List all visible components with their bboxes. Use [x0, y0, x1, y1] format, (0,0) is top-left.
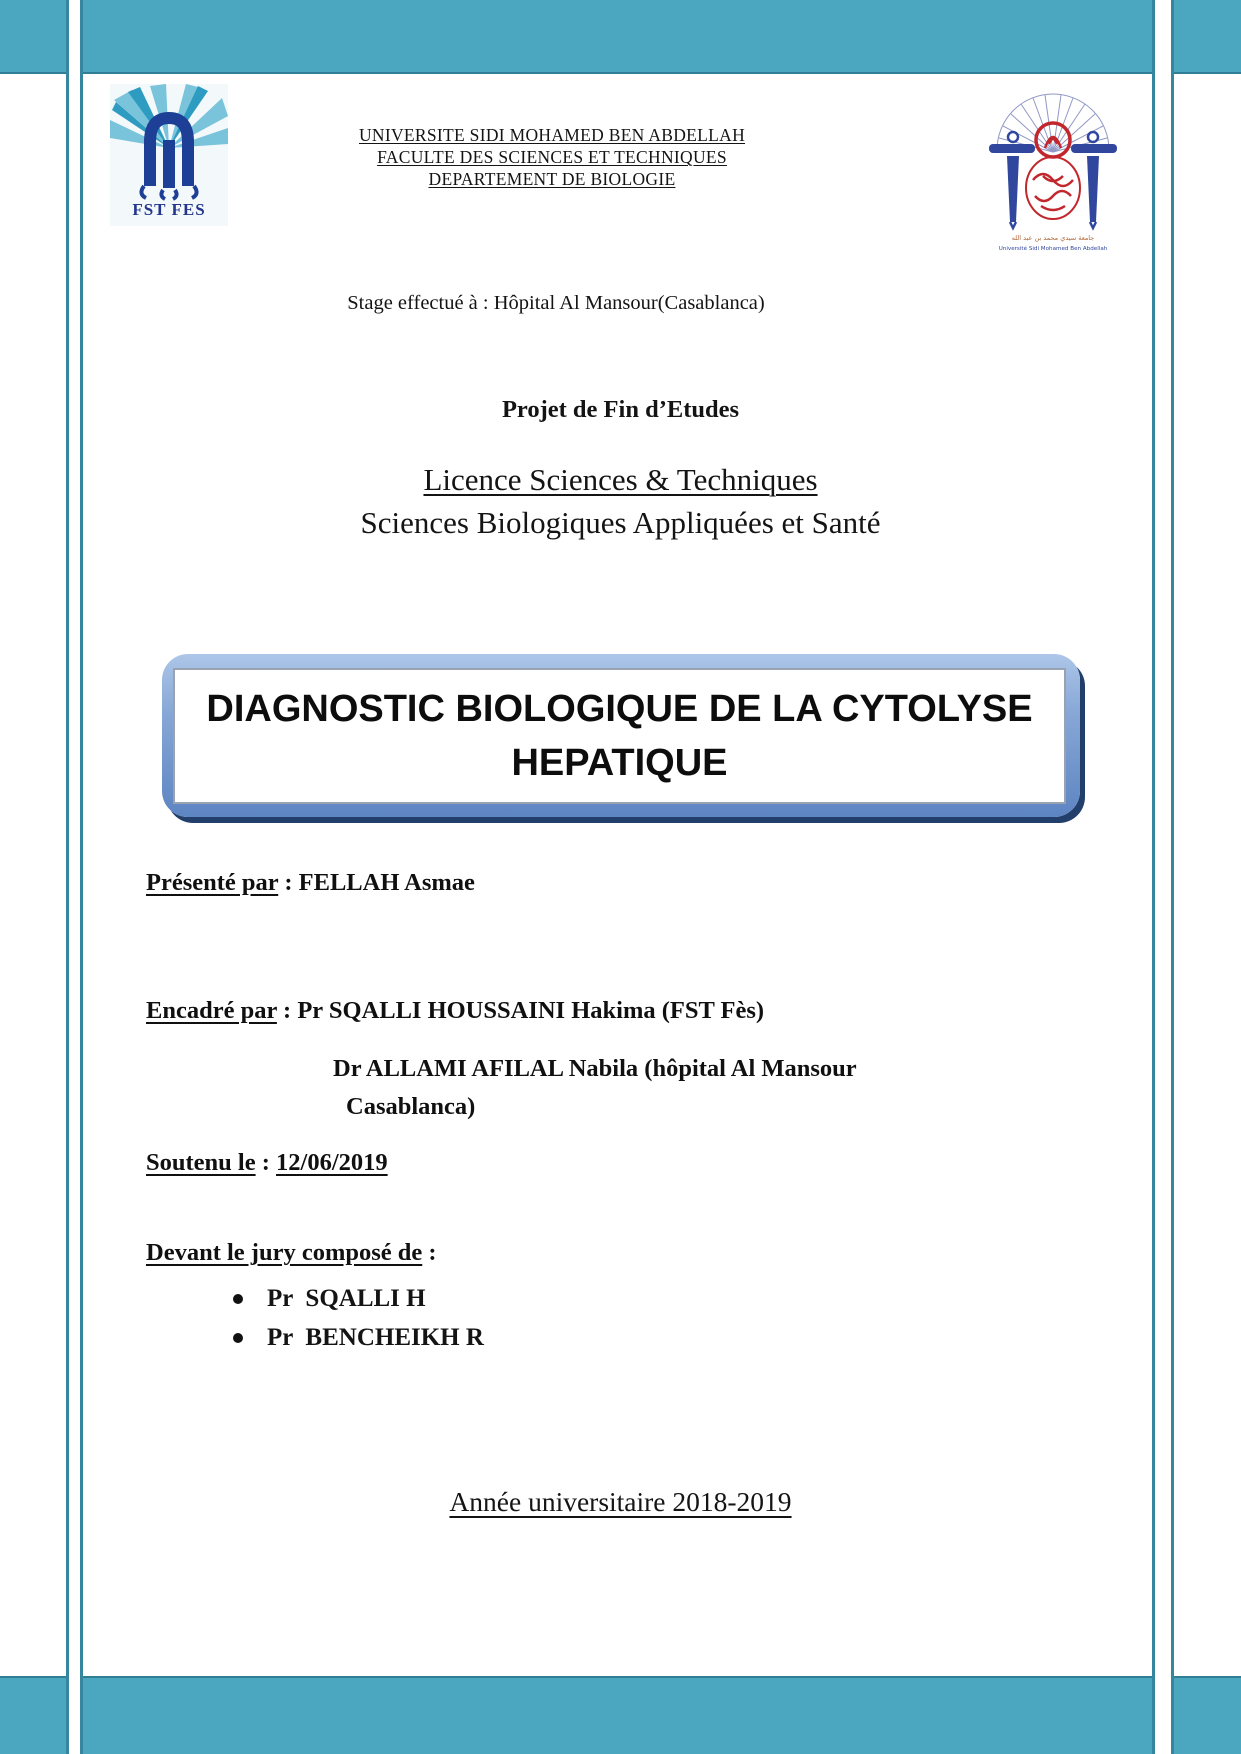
department-name: DEPARTEMENT DE BIOLOGIE: [428, 168, 676, 189]
fst-fes-logo-icon: [110, 84, 228, 226]
emblem-caption-arabic: جامعة سيدي محمد بن عبد الله: [1011, 234, 1095, 242]
supervised-by-line: Encadré par : Pr SQALLI HOUSSAINI Hakima (FST Fès): [146, 997, 765, 1024]
defense-date-label: Soutenu le: [146, 1149, 256, 1176]
university-name: UNIVERSITE SIDI MOHAMED BEN ABDELLAH: [358, 125, 746, 145]
thesis-title-line2: HEPATIQUE: [511, 742, 728, 784]
thesis-title-inner: [173, 668, 1066, 804]
jury-member-row: [233, 1324, 484, 1352]
top-teal-band: [0, 0, 1241, 74]
bullet-icon: [233, 1333, 243, 1343]
degree-name: Licence Sciences & Techniques: [423, 462, 818, 497]
defense-date-value: 12/06/2019: [276, 1149, 388, 1176]
university-emblem-icon: [983, 90, 1123, 265]
academic-year: Année universitaire 2018-2019: [449, 1486, 792, 1517]
supervisor-1: Pr SQALLI HOUSSAINI Hakima (FST Fès): [297, 997, 765, 1024]
jury-member-2: Pr BENCHEIKH R: [267, 1324, 484, 1351]
left-band-gap: [69, 0, 80, 1754]
right-band-gap: [1155, 0, 1171, 1754]
specialty-name: Sciences Biologiques Appliquées et Santé: [360, 505, 881, 540]
left-rule-outer: [66, 0, 69, 1754]
thesis-title-line1: DIAGNOSTIC BIOLOGIQUE DE LA CYTOLYSE: [206, 688, 1033, 730]
right-rule-inner: [1152, 0, 1155, 1754]
bottom-teal-band: [0, 1676, 1241, 1754]
jury-heading: Devant le jury composé de :: [146, 1239, 437, 1266]
defense-date-line: Soutenu le : 12/06/2019: [146, 1149, 388, 1176]
supervisor-2-line2: Casablanca): [346, 1093, 476, 1120]
jury-member-row: [233, 1285, 426, 1313]
presented-by-line: Présenté par : FELLAH Asmae: [146, 869, 475, 896]
project-type: Projet de Fin d’Etudes: [501, 396, 740, 423]
faculty-name: FACULTE DES SCIENCES ET TECHNIQUES: [377, 146, 727, 167]
institution-header: [312, 125, 792, 190]
emblem-caption-french: Université Sidi Mohamed Ben Abdellah: [998, 246, 1108, 252]
left-rule-inner: [80, 0, 83, 1754]
jury-member-1: Pr SQALLI H: [267, 1285, 426, 1312]
presented-by-label: Présenté par: [146, 869, 279, 896]
right-rule-outer: [1171, 0, 1174, 1754]
thesis-title-box: [162, 654, 1080, 817]
bullet-icon: [233, 1294, 243, 1304]
internship-location: Stage effectué à : Hôpital Al Mansour(Casablanca): [347, 292, 765, 314]
supervised-by-label: Encadré par: [146, 997, 277, 1024]
fst-logo-label: FST FES: [132, 200, 206, 219]
author-name: FELLAH Asmae: [298, 869, 475, 896]
supervisor-2-line1: Dr ALLAMI AFILAL Nabila (hôpital Al Mansour: [333, 1055, 857, 1082]
